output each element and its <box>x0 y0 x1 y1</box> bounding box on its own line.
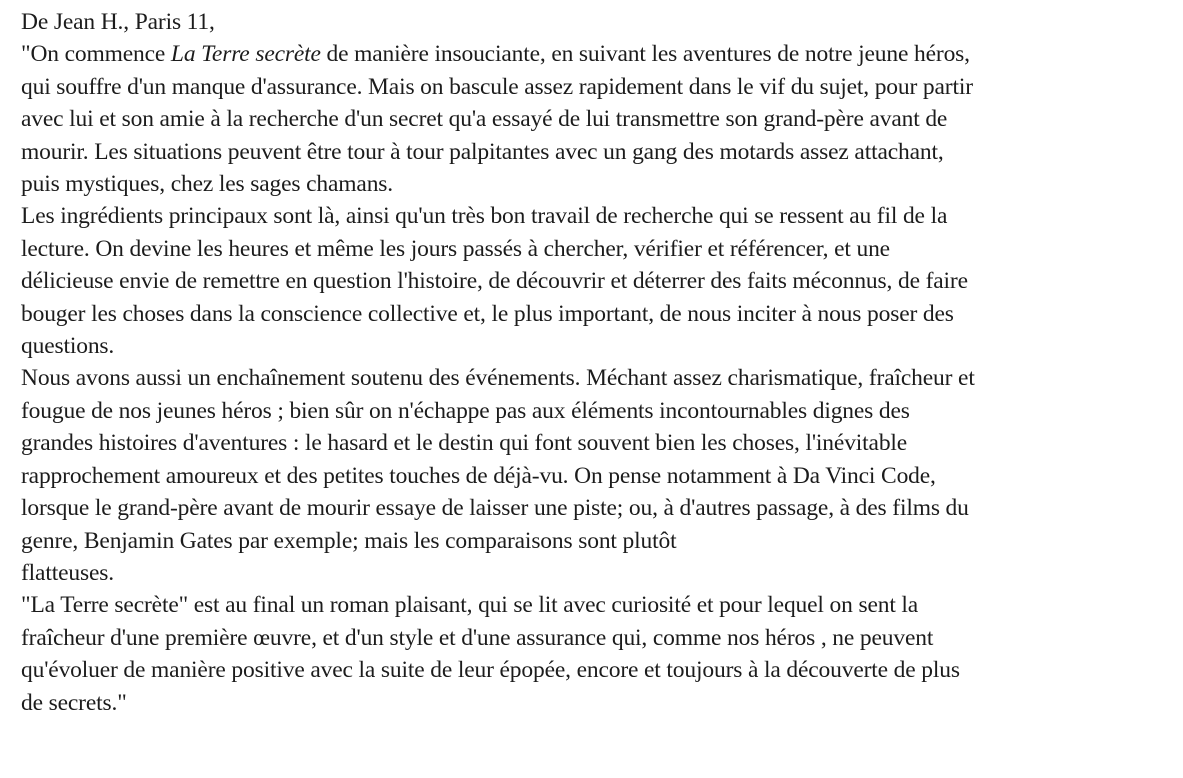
paragraph-line: Nous avons aussi un enchaînement soutenu des événements. Méchant assez charismatique, fraîcheur et <box>21 365 975 392</box>
paragraph-line: mourir. Les situations peuvent être tour à tour palpitantes avec un gang des motards assez attachant, <box>21 138 944 165</box>
paragraph-line: grandes histoires d'aventures : le hasard et le destin qui font souvent bien les choses, l'inévitable <box>21 430 908 457</box>
paragraph-line: questions. <box>21 333 115 360</box>
review-header: De Jean H., Paris 11, <box>21 9 215 35</box>
paragraph-line: Les ingrédients principaux sont là, ainsi qu'un très bon travail de recherche qui se ressent au fil de la <box>21 203 948 230</box>
paragraph-line: lorsque le grand-père avant de mourir essaye de laisser une piste; ou, à d'autres passage, à des films du <box>21 495 969 522</box>
paragraph-line: bouger les choses dans la conscience collective et, le plus important, de nous inciter à nous poser des <box>21 300 954 327</box>
paragraph-line: puis mystiques, chez les sages chamans. <box>21 171 394 198</box>
text-run: "On commence <box>21 41 171 68</box>
paragraph-line: délicieuse envie de remettre en question l'histoire, de découvrir et déterrer des faits méconnus, de faire <box>21 268 968 295</box>
paragraph-4 <box>21 589 1171 719</box>
paragraph-line: qui souffre d'un manque d'assurance. Mais on bascule assez rapidement dans le vif du sujet, pour partir <box>21 73 973 100</box>
paragraph-1 <box>21 38 1171 200</box>
paragraph-line: fougue de nos jeunes héros ; bien sûr on n'échappe pas aux éléments incontournables dignes des <box>21 397 910 424</box>
paragraph-line: qu'évoluer de manière positive avec la suite de leur épopée, encore et toujours à la découverte de plus <box>21 657 960 684</box>
paragraph-line: genre, Benjamin Gates par exemple; mais les comparaisons sont plutôt <box>21 527 677 554</box>
paragraph-line: de secrets." <box>21 689 127 716</box>
paragraph-line <box>21 38 1171 70</box>
paragraph-2 <box>21 200 1171 362</box>
paragraph-line: lecture. On devine les heures et même les jours passés à chercher, vérifier et référencer, et une <box>21 235 890 262</box>
paragraph-line: rapprochement amoureux et des petites touches de déjà-vu. On pense notamment à Da Vinci Code, <box>21 462 936 489</box>
paragraph-line: fraîcheur d'une première œuvre, et d'un style et d'une assurance qui, comme nos héros , ne peuvent <box>21 624 934 651</box>
paragraph-line: "La Terre secrète" est au final un roman plaisant, qui se lit avec curiosité et pour lequel on sent la <box>21 592 919 619</box>
review-document <box>21 6 1171 719</box>
paragraph-line: avec lui et son amie à la recherche d'un secret qu'a essayé de lui transmettre son grand-père avant de <box>21 106 948 133</box>
text-run: de manière insouciante, en suivant les aventures de notre jeune héros, <box>320 41 970 68</box>
paragraph-3 <box>21 362 1171 589</box>
paragraph-line: flatteuses. <box>21 559 114 586</box>
book-title: La Terre secrète <box>170 41 321 68</box>
